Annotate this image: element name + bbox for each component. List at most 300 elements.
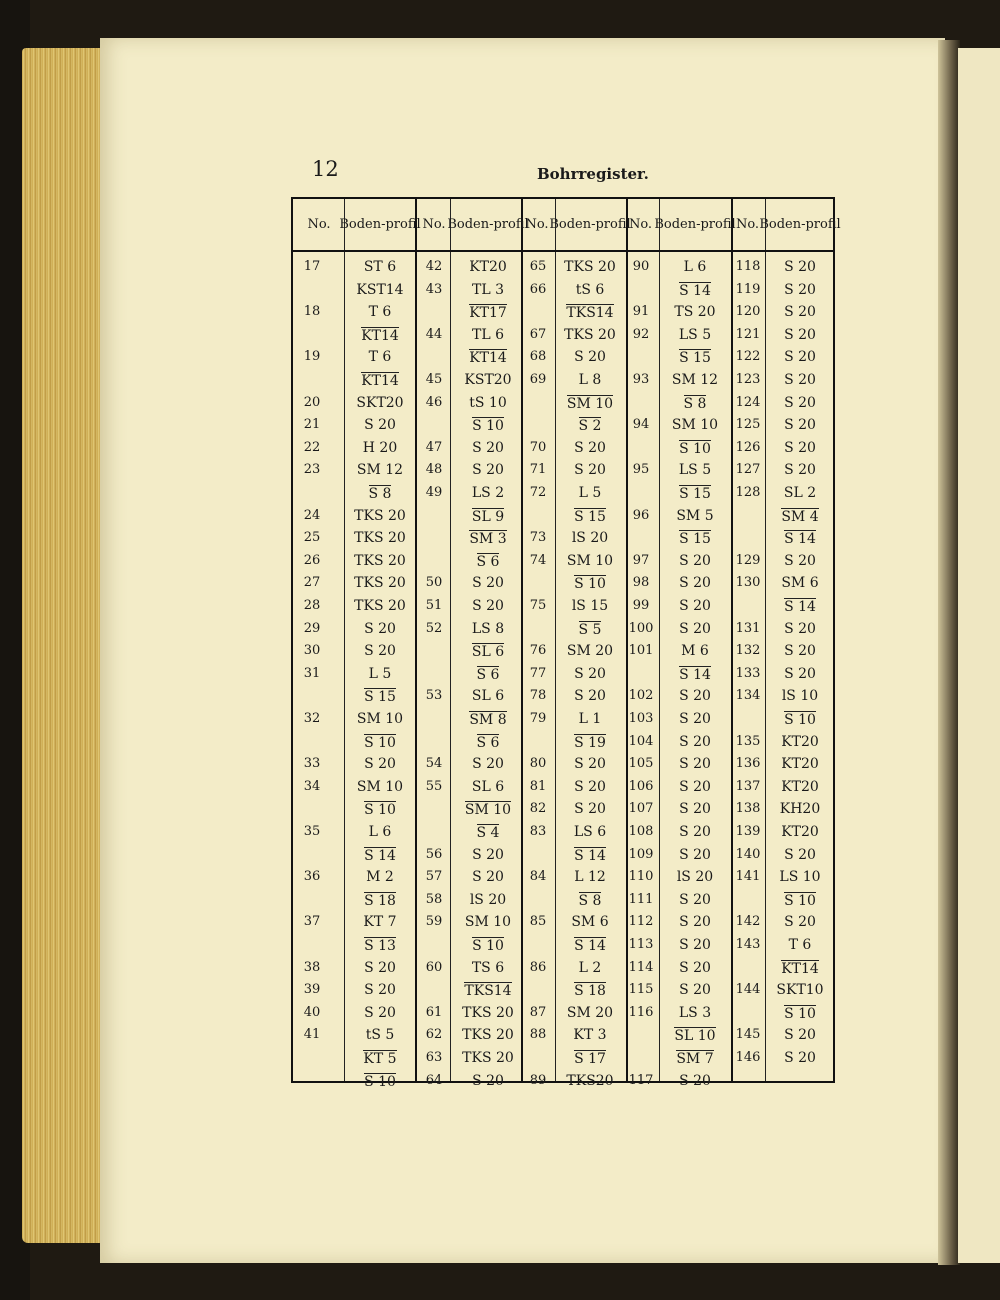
bore-number: 102: [628, 688, 654, 704]
soil-profile-entry: S 20: [364, 959, 396, 976]
soil-profile-entry: S 20: [472, 462, 504, 479]
header-no: No.: [422, 216, 446, 232]
soil-profile-entry: S 10: [784, 892, 816, 909]
bore-number: 44: [425, 326, 443, 342]
soil-profile-entry: lS 20: [676, 869, 714, 886]
soil-profile-entry: KT20: [781, 824, 819, 840]
soil-profile-entry: SKT10: [776, 982, 824, 999]
bore-number: 37: [303, 914, 321, 930]
bore-number: 57: [425, 869, 443, 885]
bore-number: 133: [735, 665, 761, 681]
soil-profile-entry: S 15: [679, 486, 711, 502]
bore-number: 101: [628, 643, 654, 659]
soil-profile-entry: SM 4: [781, 508, 819, 525]
soil-profile-entry: KT14: [361, 373, 399, 389]
soil-profile-entry: SM 10: [566, 552, 614, 569]
soil-profile-entry: S 8: [683, 395, 707, 412]
soil-profile-entry: S 20: [679, 937, 711, 953]
bore-number: 74: [529, 552, 547, 568]
soil-profile-entry: S 14: [679, 666, 711, 683]
soil-profile-entry: LS 5: [678, 326, 712, 343]
bore-number: 143: [735, 937, 761, 952]
soil-profile-entry: lS 20: [571, 530, 609, 547]
soil-profile-entry: SL 2: [783, 485, 817, 501]
bore-number: 129: [735, 552, 761, 568]
soil-profile-entry: S 10: [364, 802, 396, 819]
soil-profile-entry: SM 7: [676, 1051, 714, 1067]
bore-number: 64: [425, 1072, 443, 1088]
soil-profile-entry: S 20: [472, 575, 504, 592]
soil-profile-entry: S 20: [679, 959, 711, 976]
bore-number: 76: [529, 643, 547, 659]
bore-number: 91: [632, 304, 650, 320]
soil-profile-entry: S 20: [784, 665, 816, 682]
soil-profile-entry: S 20: [679, 824, 711, 840]
soil-profile-entry: S 2: [578, 418, 602, 435]
bore-number: 103: [628, 711, 654, 726]
soil-profile-entry: L 6: [368, 824, 392, 840]
soil-profile-entry: S 20: [364, 982, 396, 999]
soil-profile-entry: S 8: [578, 892, 602, 909]
soil-profile-entry: SM 5: [676, 507, 714, 524]
soil-profile-entry: S 10: [472, 418, 504, 435]
soil-profile-entry: KT14: [469, 350, 507, 367]
soil-profile-entry: S 20: [784, 304, 816, 321]
soil-profile-entry: S 20: [679, 598, 711, 614]
soil-profile-entry: TKS 20: [354, 552, 406, 569]
soil-profile-entry: KT20: [781, 756, 819, 773]
soil-profile-entry: SM 12: [671, 372, 719, 388]
soil-profile-entry: S 6: [476, 734, 500, 751]
soil-profile-entry: TS 6: [471, 959, 505, 976]
page-title: Bohrregister.: [537, 165, 649, 183]
bore-number: 34: [303, 778, 321, 794]
bore-number: 142: [735, 914, 761, 930]
bore-number: 31: [303, 665, 321, 681]
soil-profile-entry: TL 6: [472, 326, 504, 343]
bore-number: 40: [303, 1004, 321, 1020]
soil-profile-entry: S 10: [784, 1005, 816, 1022]
bore-number: 94: [632, 417, 650, 433]
bore-number: 138: [735, 801, 761, 817]
column-rule: [415, 199, 417, 1081]
bore-number: 71: [529, 462, 547, 478]
bore-number: 43: [425, 281, 443, 297]
bore-number: 26: [303, 552, 321, 568]
soil-profile-entry: TKS20: [566, 1072, 614, 1089]
bore-number: 55: [425, 778, 443, 794]
soil-profile-entry: S 10: [364, 1073, 396, 1090]
soil-profile-entry: SM 8: [469, 712, 507, 728]
soil-profile-entry: S 20: [784, 914, 816, 931]
soil-profile-entry: TS 20: [674, 304, 716, 321]
soil-profile-entry: TKS 20: [462, 1027, 514, 1044]
soil-profile-entry: S 10: [574, 576, 606, 593]
soil-profile-entry: S 20: [574, 688, 606, 705]
soil-profile-entry: SL 6: [471, 778, 505, 795]
bore-number: 80: [529, 756, 547, 772]
soil-profile-entry: S 18: [574, 983, 606, 1000]
column-rule: [450, 199, 451, 1081]
soil-profile-entry: TKS 20: [354, 598, 406, 614]
bore-number: 41: [303, 1027, 321, 1043]
soil-profile-entry: S 6: [476, 666, 500, 683]
bore-number: 119: [735, 281, 761, 297]
soil-profile-entry: tS 6: [575, 281, 605, 298]
soil-profile-entry: S 6: [476, 553, 500, 570]
bore-number: 20: [303, 394, 321, 410]
bore-number: 36: [303, 869, 321, 885]
soil-profile-entry: KST20: [464, 372, 512, 388]
bore-number: 73: [529, 530, 547, 546]
soil-profile-entry: S 20: [472, 846, 504, 863]
soil-profile-entry: SM 12: [356, 462, 404, 479]
soil-profile-entry: T 6: [788, 937, 812, 953]
bore-number: 65: [529, 259, 547, 274]
bore-number: 79: [529, 711, 547, 726]
bore-number: 106: [628, 778, 654, 794]
soil-profile-entry: S 20: [784, 1027, 816, 1044]
bore-number: 107: [628, 801, 654, 817]
bore-number: 116: [628, 1004, 654, 1020]
soil-profile-entry: S 20: [784, 1050, 816, 1066]
header-bodenprofil: Boden- profil: [654, 216, 736, 232]
bore-number: 52: [425, 620, 443, 636]
soil-profile-entry: SM 10: [671, 417, 719, 434]
bore-number: 144: [735, 982, 761, 998]
bore-number: 56: [425, 846, 443, 862]
bore-number: 132: [735, 643, 761, 659]
soil-profile-entry: S 20: [574, 349, 606, 366]
soil-profile-entry: S 20: [784, 394, 816, 411]
bore-number: 33: [303, 756, 321, 772]
bore-number: 77: [529, 665, 547, 681]
soil-profile-entry: S 20: [679, 688, 711, 705]
bore-number: 137: [735, 778, 761, 794]
bore-number: 24: [303, 507, 321, 523]
bore-number: 59: [425, 914, 443, 930]
soil-profile-entry: S 20: [679, 801, 711, 818]
bore-number: 89: [529, 1072, 547, 1088]
bore-number: 96: [632, 507, 650, 523]
bore-number: 139: [735, 824, 761, 839]
bore-number: 45: [425, 372, 443, 387]
bore-number: 104: [628, 733, 654, 749]
bore-number: 134: [735, 688, 761, 704]
soil-profile-entry: S 4: [476, 825, 500, 841]
soil-profile-entry: SM 10: [566, 395, 614, 412]
soil-profile-entry: SM 20: [566, 1004, 614, 1021]
soil-profile-entry: SKT20: [356, 394, 404, 411]
soil-profile-entry: S 20: [679, 711, 711, 727]
soil-profile-entry: S 20: [679, 846, 711, 863]
bore-number: 97: [632, 552, 650, 568]
bore-number: 120: [735, 304, 761, 320]
soil-profile-entry: S 14: [784, 531, 816, 548]
soil-profile-entry: lS 20: [469, 891, 507, 908]
bore-number: 131: [735, 620, 761, 636]
soil-profile-entry: L 6: [683, 259, 707, 275]
soil-profile-entry: SM 6: [571, 914, 609, 931]
header-bodenprofil: Boden- profil: [759, 216, 841, 232]
soil-profile-entry: TKS 20: [462, 1050, 514, 1066]
soil-profile-entry: S 20: [784, 259, 816, 275]
bore-number: 93: [632, 372, 650, 387]
bore-number: 141: [735, 869, 761, 885]
soil-profile-entry: T 6: [368, 349, 392, 366]
bore-number: 100: [628, 620, 654, 636]
soil-profile-entry: S 20: [679, 1072, 711, 1089]
bore-number: 136: [735, 756, 761, 772]
soil-profile-entry: S 10: [472, 938, 504, 954]
bore-number: 86: [529, 959, 547, 975]
bore-number: 58: [425, 891, 443, 907]
header-no: No.: [628, 216, 653, 232]
bore-number: 84: [529, 869, 547, 885]
soil-profile-entry: S 20: [784, 552, 816, 569]
bore-number: 95: [632, 462, 650, 478]
bore-number: 69: [529, 372, 547, 387]
bore-number: 61: [425, 1004, 443, 1020]
soil-profile-entry: KT 3: [573, 1027, 607, 1044]
soil-profile-entry: S 14: [784, 599, 816, 615]
soil-profile-entry: S 20: [784, 462, 816, 479]
soil-profile-entry: L 1: [578, 711, 602, 727]
bore-number: 115: [628, 982, 654, 998]
soil-profile-entry: S 17: [574, 1051, 606, 1067]
soil-profile-entry: S 20: [472, 1072, 504, 1089]
bore-number: 62: [425, 1027, 443, 1043]
bore-number: 112: [628, 914, 654, 930]
soil-profile-entry: S 20: [679, 778, 711, 795]
soil-profile-entry: TKS 20: [354, 507, 406, 524]
soil-profile-entry: S 20: [679, 552, 711, 569]
bore-number: 114: [628, 959, 654, 975]
header-rule: [293, 250, 833, 252]
header-bodenprofil: Boden- profil: [549, 216, 631, 232]
bore-number: 28: [303, 598, 321, 613]
soil-profile-entry: KT17: [469, 305, 507, 322]
header-bodenprofil: Boden- profil: [447, 216, 529, 232]
bore-number: 46: [425, 394, 443, 410]
bore-number: 125: [735, 417, 761, 433]
bore-number: 48: [425, 462, 443, 478]
soil-profile-entry: KH20: [779, 801, 821, 818]
bore-number: 92: [632, 326, 650, 342]
soil-profile-entry: KT14: [361, 327, 399, 344]
bore-number: 127: [735, 462, 761, 478]
soil-profile-entry: SM 20: [566, 643, 614, 660]
soil-profile-entry: SM 10: [356, 711, 404, 727]
soil-profile-entry: TKS 20: [354, 530, 406, 547]
soil-profile-entry: S 20: [784, 439, 816, 456]
soil-profile-entry: S 20: [784, 643, 816, 660]
bore-number: 140: [735, 846, 761, 862]
soil-profile-entry: S 14: [679, 282, 711, 299]
bore-number: 75: [529, 598, 547, 613]
bore-number: 126: [735, 439, 761, 455]
soil-profile-entry: SM 10: [464, 802, 512, 819]
soil-profile-entry: LS 6: [573, 824, 607, 840]
soil-profile-entry: TL 3: [472, 281, 504, 298]
soil-profile-entry: S 20: [679, 891, 711, 908]
bore-number: 110: [628, 869, 654, 885]
soil-profile-entry: T 6: [368, 304, 392, 321]
soil-profile-entry: SL 9: [471, 508, 505, 525]
soil-profile-entry: S 20: [574, 462, 606, 479]
bore-number: 124: [735, 394, 761, 410]
soil-profile-entry: LS 5: [678, 462, 712, 479]
bore-number: 105: [628, 756, 654, 772]
soil-profile-entry: SL 10: [674, 1028, 716, 1045]
soil-profile-entry: S 19: [574, 734, 606, 751]
soil-profile-entry: S 20: [784, 372, 816, 388]
soil-profile-entry: SM 3: [469, 531, 507, 548]
bore-number: 47: [425, 439, 443, 455]
soil-profile-entry: LS 8: [471, 620, 505, 637]
bore-number: 50: [425, 575, 443, 591]
soil-profile-entry: TKS14: [566, 305, 614, 322]
soil-profile-entry: TKS 20: [564, 326, 616, 343]
soil-profile-entry: TKS 20: [354, 575, 406, 592]
soil-profile-entry: KT20: [781, 778, 819, 795]
soil-profile-entry: SM 10: [356, 778, 404, 795]
soil-profile-entry: S 20: [679, 982, 711, 999]
page-number: 12: [312, 157, 339, 181]
header-no: No.: [307, 216, 331, 232]
bore-number: 38: [303, 959, 321, 975]
bore-number: 98: [632, 575, 650, 591]
soil-profile-entry: lS 15: [571, 598, 609, 614]
soil-profile-entry: S 20: [364, 1004, 396, 1021]
bore-number: 63: [425, 1050, 443, 1065]
bore-number: 87: [529, 1004, 547, 1020]
bore-register-table: [291, 197, 841, 1090]
soil-profile-entry: S 15: [574, 508, 606, 525]
bore-number: 21: [303, 417, 321, 433]
bore-number: 49: [425, 485, 443, 500]
soil-profile-entry: S 20: [472, 756, 504, 773]
bore-number: 78: [529, 688, 547, 704]
bore-number: 27: [303, 575, 321, 591]
soil-profile-entry: S 14: [574, 938, 606, 954]
bore-number: 130: [735, 575, 761, 591]
soil-profile-entry: S 10: [784, 712, 816, 728]
soil-profile-entry: H 20: [362, 439, 398, 456]
soil-profile-entry: SL 6: [471, 688, 505, 705]
soil-profile-entry: tS 5: [365, 1027, 395, 1044]
soil-profile-entry: S 20: [679, 575, 711, 592]
soil-profile-entry: S 20: [574, 665, 606, 682]
soil-profile-entry: L 12: [574, 869, 606, 886]
bore-number: 32: [303, 711, 321, 726]
soil-profile-entry: S 20: [784, 281, 816, 298]
soil-profile-entry: L 2: [578, 959, 602, 976]
soil-profile-entry: ST 6: [363, 259, 397, 275]
soil-profile-entry: S 15: [679, 531, 711, 548]
bore-number: 30: [303, 643, 321, 659]
bore-number: 22: [303, 439, 321, 455]
page-gutter: [938, 40, 960, 1265]
soil-profile-entry: S 20: [364, 643, 396, 660]
soil-profile-entry: S 20: [679, 756, 711, 773]
bore-number: 19: [303, 349, 321, 365]
bore-number: 72: [529, 485, 547, 500]
bore-number: 60: [425, 959, 443, 975]
soil-profile-entry: L 5: [578, 485, 602, 501]
bore-number: 70: [529, 439, 547, 455]
bore-number: 90: [632, 259, 650, 274]
bore-number: 111: [628, 891, 654, 907]
soil-profile-entry: tS 10: [469, 394, 507, 411]
soil-profile-entry: S 15: [679, 350, 711, 367]
bore-number: 18: [303, 304, 321, 320]
soil-profile-entry: KST14: [356, 281, 404, 298]
soil-profile-entry: S 14: [574, 847, 606, 864]
soil-profile-entry: KT20: [781, 733, 819, 750]
soil-profile-entry: SM 6: [781, 575, 819, 592]
bore-number: 67: [529, 326, 547, 342]
bore-number: 29: [303, 620, 321, 636]
header-no: No.: [525, 216, 549, 232]
bore-number: 121: [735, 326, 761, 342]
bore-number: 42: [425, 259, 443, 274]
bore-number: 23: [303, 462, 321, 478]
bore-number: 117: [628, 1072, 654, 1088]
soil-profile-entry: LS 3: [678, 1004, 712, 1021]
bore-number: 85: [529, 914, 547, 930]
soil-profile-entry: S 8: [368, 486, 392, 502]
bore-number: 53: [425, 688, 443, 704]
soil-profile-entry: S 20: [574, 801, 606, 818]
soil-profile-entry: S 20: [679, 620, 711, 637]
bore-number: 118: [735, 259, 761, 274]
soil-profile-entry: lS 10: [781, 688, 819, 705]
soil-profile-entry: KT14: [781, 960, 819, 977]
soil-profile-entry: KT 5: [363, 1051, 397, 1067]
bore-number: 82: [529, 801, 547, 817]
soil-profile-entry: LS 10: [779, 869, 821, 886]
bore-number: 146: [735, 1050, 761, 1065]
bore-number: 99: [632, 598, 650, 613]
soil-profile-entry: S 13: [364, 938, 396, 954]
soil-profile-entry: S 20: [679, 914, 711, 931]
bore-number: 83: [529, 824, 547, 839]
soil-profile-entry: S 15: [364, 689, 396, 706]
soil-profile-entry: S 20: [574, 756, 606, 773]
bore-number: 128: [735, 485, 761, 500]
soil-profile-entry: L 5: [368, 665, 392, 682]
soil-profile-entry: S 20: [679, 733, 711, 750]
bore-number: 113: [628, 937, 654, 952]
soil-profile-entry: S 20: [784, 620, 816, 637]
bore-number: 122: [735, 349, 761, 365]
bore-number: 39: [303, 982, 321, 998]
next-page-edge: [958, 48, 1000, 1263]
soil-profile-entry: S 14: [364, 847, 396, 864]
soil-profile-entry: S 10: [364, 734, 396, 751]
bore-number: 145: [735, 1027, 761, 1043]
soil-profile-entry: KT20: [469, 259, 507, 275]
soil-profile-entry: S 20: [472, 598, 504, 614]
soil-profile-entry: S 20: [574, 778, 606, 795]
soil-profile-entry: S 20: [364, 620, 396, 637]
soil-profile-entry: S 18: [364, 892, 396, 909]
bore-number: 17: [303, 259, 321, 274]
bore-number: 109: [628, 846, 654, 862]
bore-number: 88: [529, 1027, 547, 1043]
bore-number: 35: [303, 824, 321, 839]
